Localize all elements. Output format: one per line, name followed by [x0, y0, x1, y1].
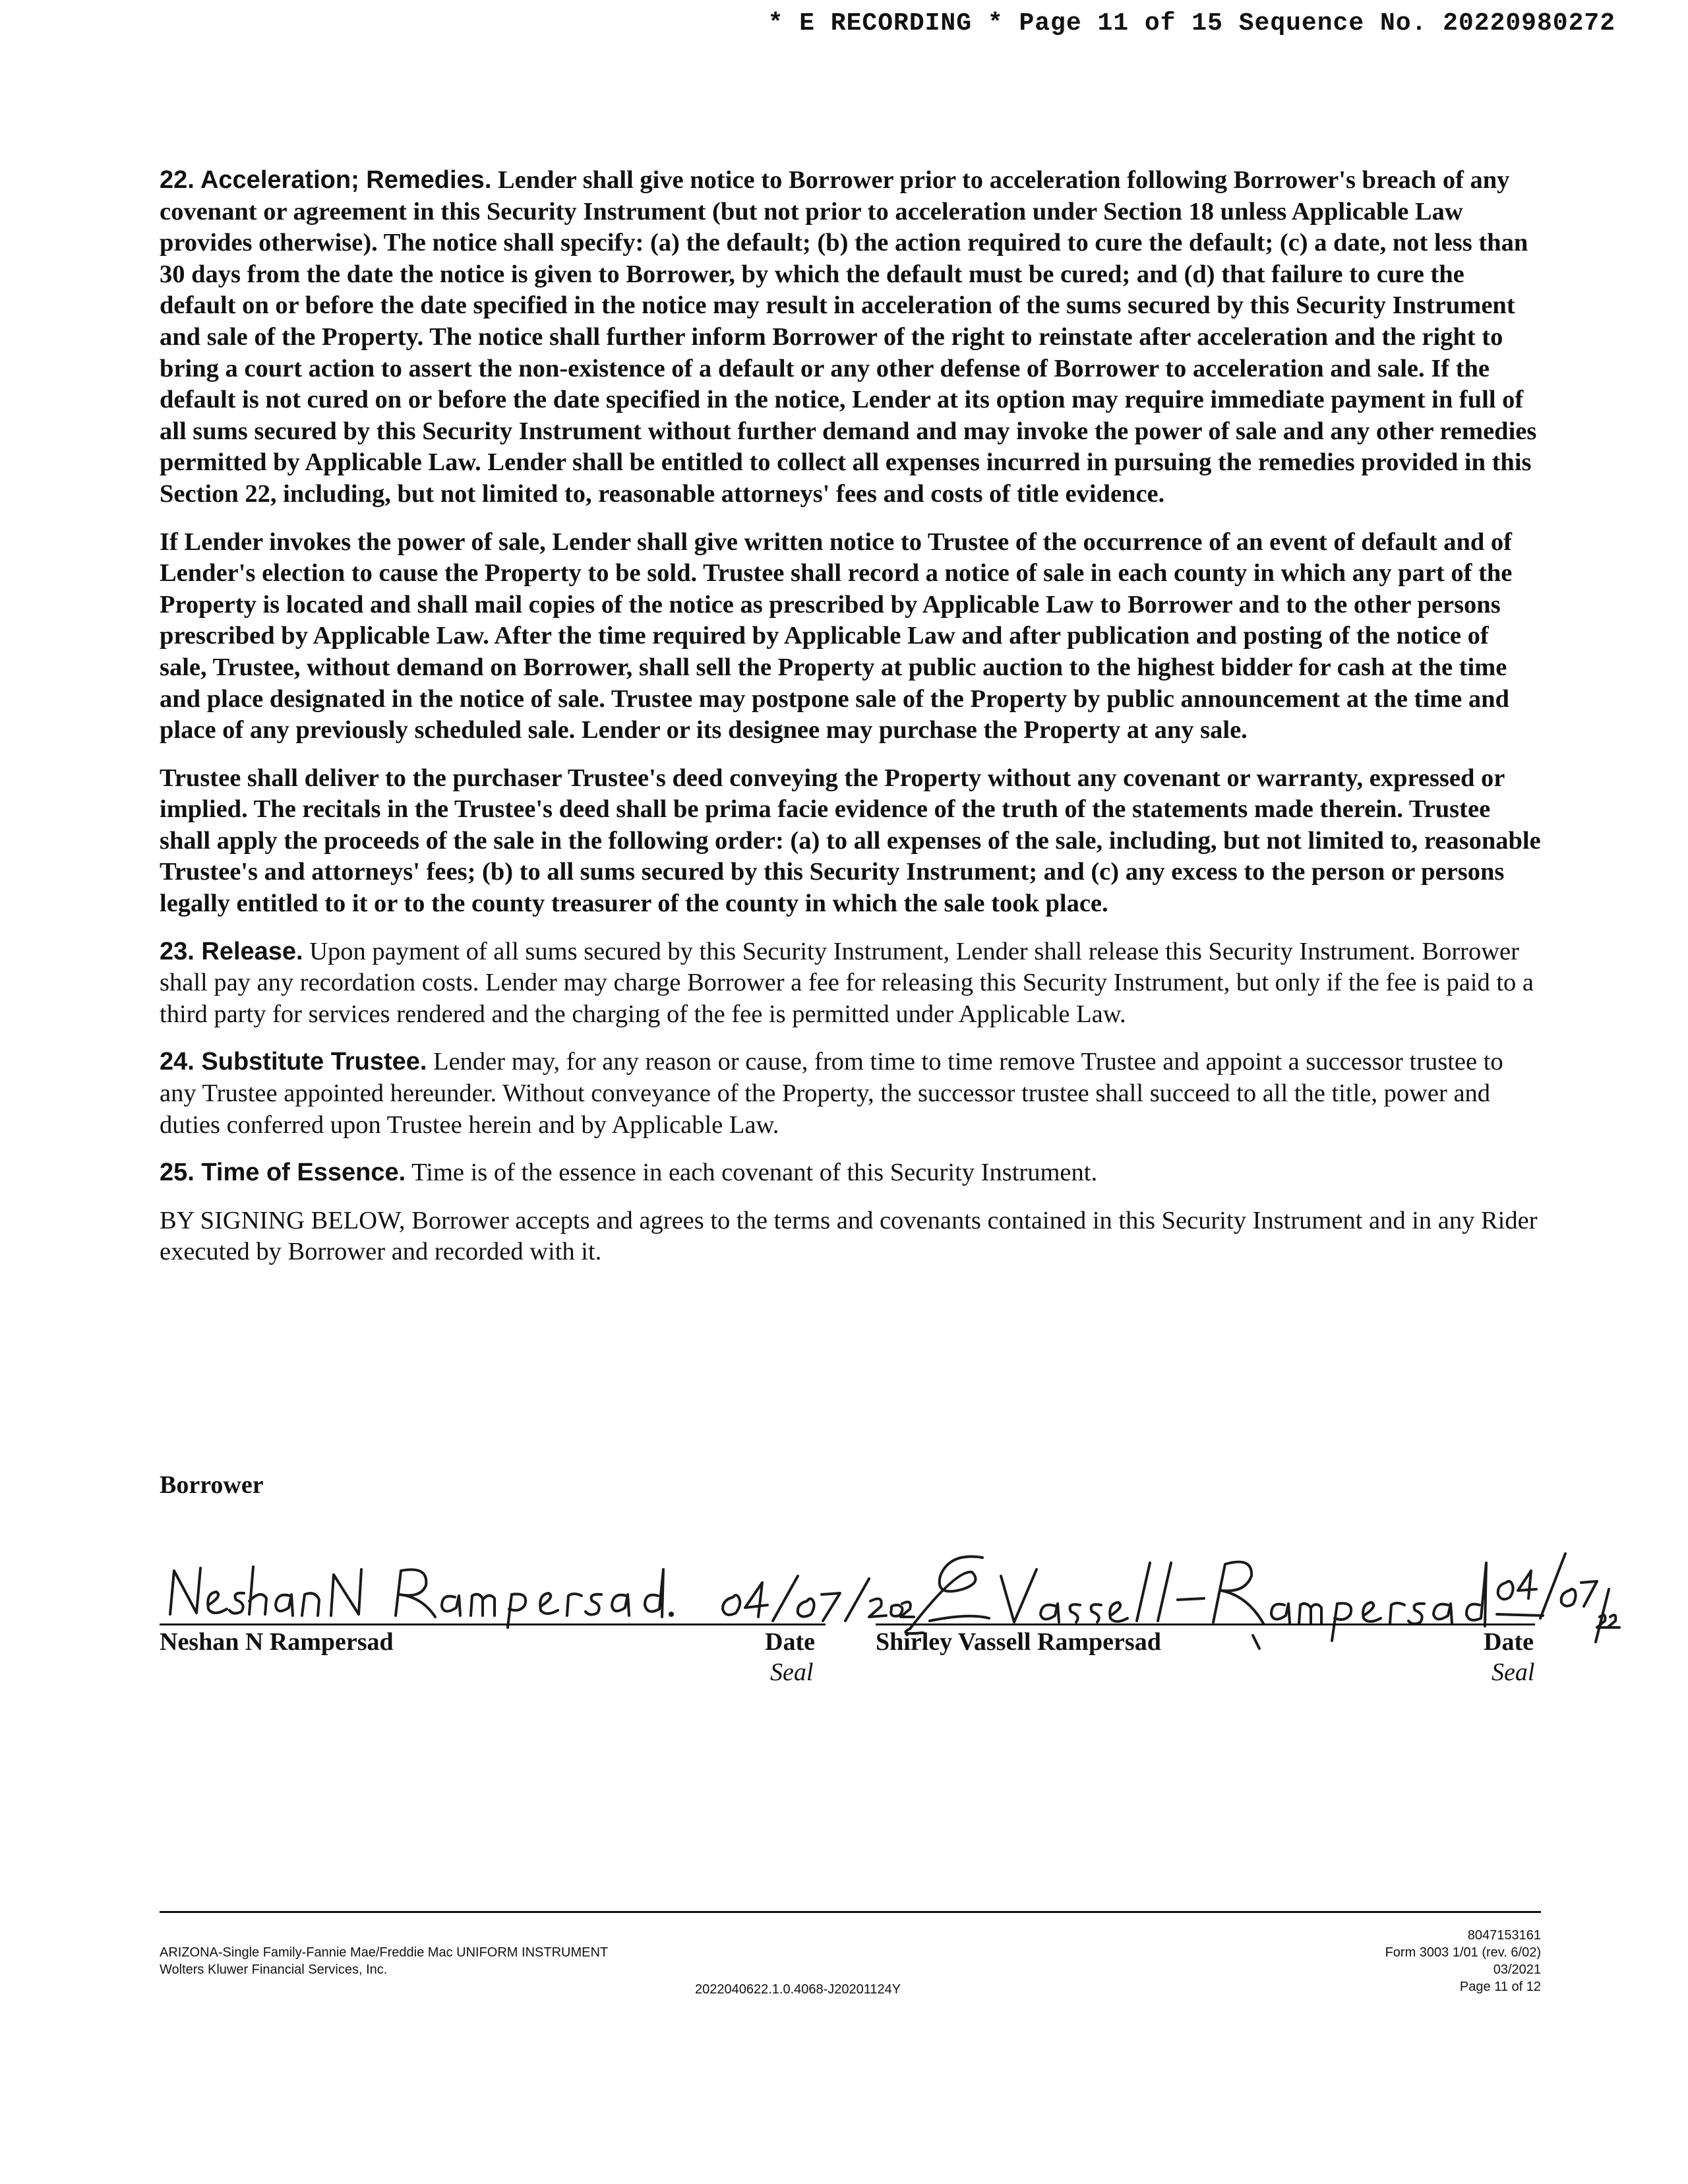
borrower-1-signature-line [160, 1623, 826, 1625]
footer-revision-date: 03/2021 [1493, 1962, 1541, 1977]
section-22-heading: 22. Acceleration; Remedies. [160, 166, 492, 194]
footer-rule [160, 1911, 1541, 1913]
section-22-text-1: Lender shall give notice to Borrower prior to acceleration following Borrower's breach of any covenant or agreement in this Security Instrument (but not prior to acceleration under Section 18 unless Applicable Law provides otherwise). The notice shall specify: (a) the default; (b) the action required to cure the default; (c) a date, not less than 30 days from the date the notice is given to Borrower, by which the default must be cured; and (d) that failure to cure the default on or before the date specified in the notice may result in acceleration of the sums secured by this Security Instrument and sale of the Property. The notice shall further inform Borrower of the right to reinstate after acceleration and the right to bring a court action to assert the non-existence of a default or any other defense of Borrower to acceleration and sale. If the default is not cured on or before the date specified in the notice, Lender at its option may require immediate payment in full of all sums secured by this Security Instrument without further demand and may invoke the power of sale and any other remedies permitted by Applicable Law. Lender shall be entitled to collect all expenses incurred in pursuing the remedies provided in this Section 22, including, but not limited to, reasonable attorneys' fees and costs of title evidence. [160, 166, 1537, 508]
borrower-1-date-label: Date [765, 1628, 815, 1656]
borrower-label: Borrower [160, 1471, 264, 1499]
borrower-1-signature-image [165, 1556, 917, 1629]
borrower-2-seal-label: Seal [1492, 1658, 1535, 1686]
footer-right-block [1385, 1927, 1541, 1995]
document-body [160, 165, 1541, 1285]
footer-page-number: Page 11 of 12 [1459, 1980, 1541, 1994]
signing-statement: BY SIGNING BELOW, Borrower accepts and agrees to the terms and covenants contained in this Security Instrument and in any Rider executed by Borrower and recorded with it. [160, 1206, 1538, 1266]
borrower-2-name: Shirley Vassell Rampersad [876, 1628, 1161, 1656]
footer-loan-number: 8047153161 [1467, 1928, 1541, 1943]
section-22-paragraph-2: If Lender invokes the power of sale, Lender shall give written notice to Trustee of the occurrence of an event of default and of Lender's election to cause the Property to be sold. Trustee shall record a notice of sale in each county in which any part of the Property is located and shall mail copies of the notice as prescribed by Applicable Law to Borrower and to the other persons prescribed by Applicable Law. After the time required by Applicable Law and after publication and posting of the notice of sale, Trustee, without demand on Borrower, shall sell the Property at public auction to the highest bidder for cash at the time and place designated in the notice of sale. Trustee may postpone sale of the Property by public announcement at the time and place of any previously scheduled sale. Lender or its designee may purchase the Property at any sale. [160, 528, 1513, 744]
recording-header-stamp: * E RECORDING * Page 11 of 15 Sequence No. 20220980272 [768, 9, 1615, 38]
section-24-paragraph [160, 1046, 1541, 1141]
borrower-1-seal-label: Seal [770, 1658, 814, 1686]
section-23-text: Upon payment of all sums secured by this Security Instrument, Lender shall release this Security Instrument. Borrower shall pay any recordation costs. Lender may charge Borrower a fee for releasing this Security Instrument, but only if the fee is paid to a third party for services rendered and the charging of the fee is permitted under Applicable Law. [160, 937, 1534, 1028]
section-25-heading: 25. Time of Essence. [160, 1159, 406, 1187]
section-24-heading: 24. Substitute Trustee. [160, 1048, 427, 1076]
footer-publisher: Wolters Kluwer Financial Services, Inc. [160, 1962, 388, 1977]
section-25-text: Time is of the essence in each covenant of this Security Instrument. [411, 1159, 1098, 1187]
footer-form-number: Form 3003 1/01 (rev. 6/02) [1385, 1945, 1541, 1960]
section-23-heading: 23. Release. [160, 937, 303, 965]
section-25-paragraph [160, 1157, 1541, 1189]
section-22-paragraph-1 [160, 165, 1541, 510]
section-22-paragraph-3: Trustee shall deliver to the purchaser Trustee's deed conveying the Property without any covenant or warranty, expressed or implied. The recitals in the Trustee's deed shall be prima facie evidence of the truth of the statements made therein. Trustee shall apply the proceeds of the sale in the following order: (a) to all expenses of the sale, including, but not limited to, reasonable Trustee's and attorneys' fees; (b) to all sums secured by this Security Instrument; and (c) any excess to the person or persons legally entitled to it or to the county treasurer of the county in which the sale took place. [160, 764, 1541, 918]
section-24-text: Lender may, for any reason or cause, from time to time remove Trustee and appoint a successor trustee to any Trustee appointed hereunder. Without conveyance of the Property, the successor trustee shall succeed to all the title, power and duties conferred upon Trustee herein and by Applicable Law. [160, 1048, 1503, 1139]
section-23-paragraph [160, 936, 1541, 1031]
footer-doc-code: 2022040622.1.0.4068-J20201124Y [695, 1982, 901, 1997]
footer-form-title: ARIZONA-Single Family-Fannie Mae/Freddie Mac UNIFORM INSTRUMENT [160, 1945, 609, 1960]
borrower-2-signature-line [876, 1623, 1535, 1625]
borrower-1-name: Neshan N Rampersad [160, 1628, 394, 1656]
borrower-2-date-label: Date [1484, 1628, 1534, 1656]
